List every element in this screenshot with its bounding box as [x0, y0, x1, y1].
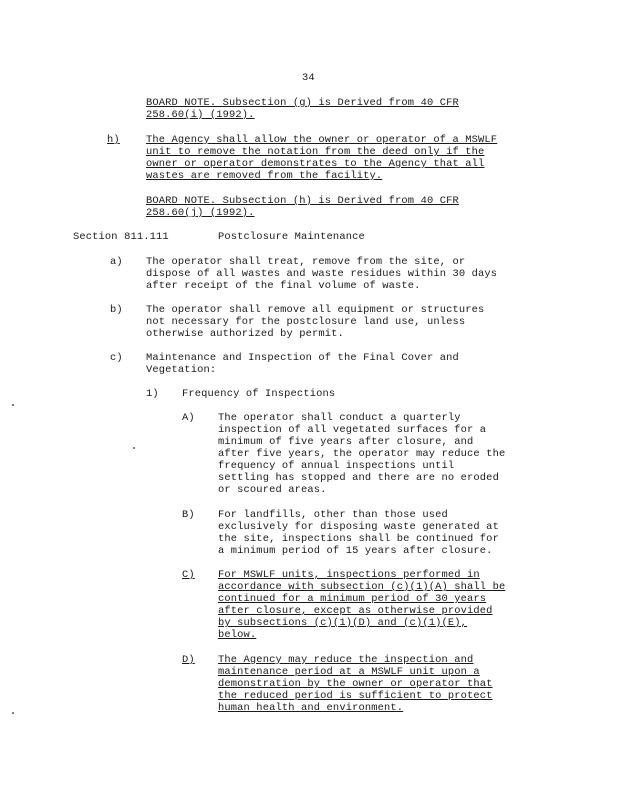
item-b-label: b) — [110, 304, 123, 316]
item-c1d-line-3: demonstration by the owner or operator that — [218, 678, 493, 690]
item-a-label: a) — [110, 256, 123, 268]
item-h-line-2: unit to remove the notation from the deed only if the — [146, 146, 485, 158]
section-label: Section 811.111 — [73, 231, 169, 243]
page-number: 34 — [302, 72, 315, 84]
item-c1c-line-4: after closure, except as otherwise provided — [218, 605, 493, 617]
item-c1a-line-3: minimum of five years after closure, and — [218, 436, 474, 448]
item-c1d-label: D) — [182, 654, 195, 666]
item-c1a-line-4: after five years, the operator may reduce the — [218, 448, 506, 460]
board-note-g-line-1: BOARD NOTE. Subsection (g) is Derived from 40 CFR — [146, 97, 459, 109]
board-note-h-line-1: BOARD NOTE. Subsection (h) is Derived from 40 CFR — [146, 195, 459, 207]
item-c1-label: 1) — [146, 388, 159, 400]
item-c1b-line-1: For landfills, other than those used — [218, 509, 448, 521]
item-c1a-line-6: settling has stopped and there are no eroded — [218, 472, 499, 484]
item-h-line-3: owner or operator demonstrates to the Agency that all — [146, 158, 485, 170]
item-c-label: c) — [110, 352, 123, 364]
item-c1b-line-3: the site, inspections shall be continued for — [218, 533, 499, 545]
section-title: Postclosure Maintenance — [218, 231, 365, 243]
item-h-line-4: wastes are removed from the facility. — [146, 170, 383, 182]
item-b-line-3: otherwise authorized by permit. — [146, 328, 344, 340]
item-c1c-label: C) — [182, 569, 195, 581]
item-c1b-line-2: exclusively for disposing waste generated at — [218, 521, 499, 533]
item-c1c-line-3: continued for a minimum period of 30 years — [218, 593, 487, 605]
item-a-line-2: dispose of all wastes and waste residues within 30 days — [146, 268, 498, 280]
scan-speck — [133, 447, 135, 449]
item-a-line-3: after receipt of the final volume of waste. — [146, 280, 421, 292]
item-c1c-line-1: For MSWLF units, inspections performed in — [218, 569, 480, 581]
item-c1a-line-5: frequency of annual inspections until — [218, 460, 455, 472]
item-c-line-2: Vegetation: — [146, 364, 217, 376]
item-c1d-line-4: the reduced period is sufficient to protect — [218, 690, 493, 702]
item-h-line-1: The Agency shall allow the owner or operator of a MSWLF — [146, 134, 498, 146]
item-h-label: h) — [107, 134, 120, 146]
item-a-line-1: The operator shall treat, remove from the site, or — [146, 256, 466, 268]
item-c1c-line-2: accordance with subsection (c)(1)(A) shall be — [218, 581, 506, 593]
board-note-g-line-2: 258.60(i) (1992). — [146, 109, 255, 121]
item-c1b-label: B) — [182, 509, 195, 521]
item-c1-title: Frequency of Inspections — [182, 388, 336, 400]
scan-speck — [12, 712, 14, 714]
item-c1c-line-5: by subsections (c)(1)(D) and (c)(1)(E), — [218, 617, 468, 629]
item-c1c-line-6: below. — [218, 629, 257, 641]
scan-speck — [12, 404, 14, 406]
item-b-line-2: not necessary for the postclosure land use, unless — [146, 316, 466, 328]
item-c1a-line-2: inspection of all vegetated surfaces for a — [218, 424, 487, 436]
item-c1d-line-2: maintenance period at a MSWLF unit upon a — [218, 666, 480, 678]
item-c1d-line-1: The Agency may reduce the inspection and — [218, 654, 474, 666]
item-c1b-line-4: a minimum period of 15 years after closure. — [218, 545, 493, 557]
item-c1d-line-5: human health and environment. — [218, 702, 404, 714]
item-c-line-1: Maintenance and Inspection of the Final Cover and — [146, 352, 459, 364]
item-c1a-line-7: or scoured areas. — [218, 484, 327, 496]
item-b-line-1: The operator shall remove all equipment or structures — [146, 304, 485, 316]
board-note-h-line-2: 258.60(j) (1992). — [146, 207, 255, 219]
item-c1a-line-1: The operator shall conduct a quarterly — [218, 412, 461, 424]
item-c1a-label: A) — [182, 412, 195, 424]
